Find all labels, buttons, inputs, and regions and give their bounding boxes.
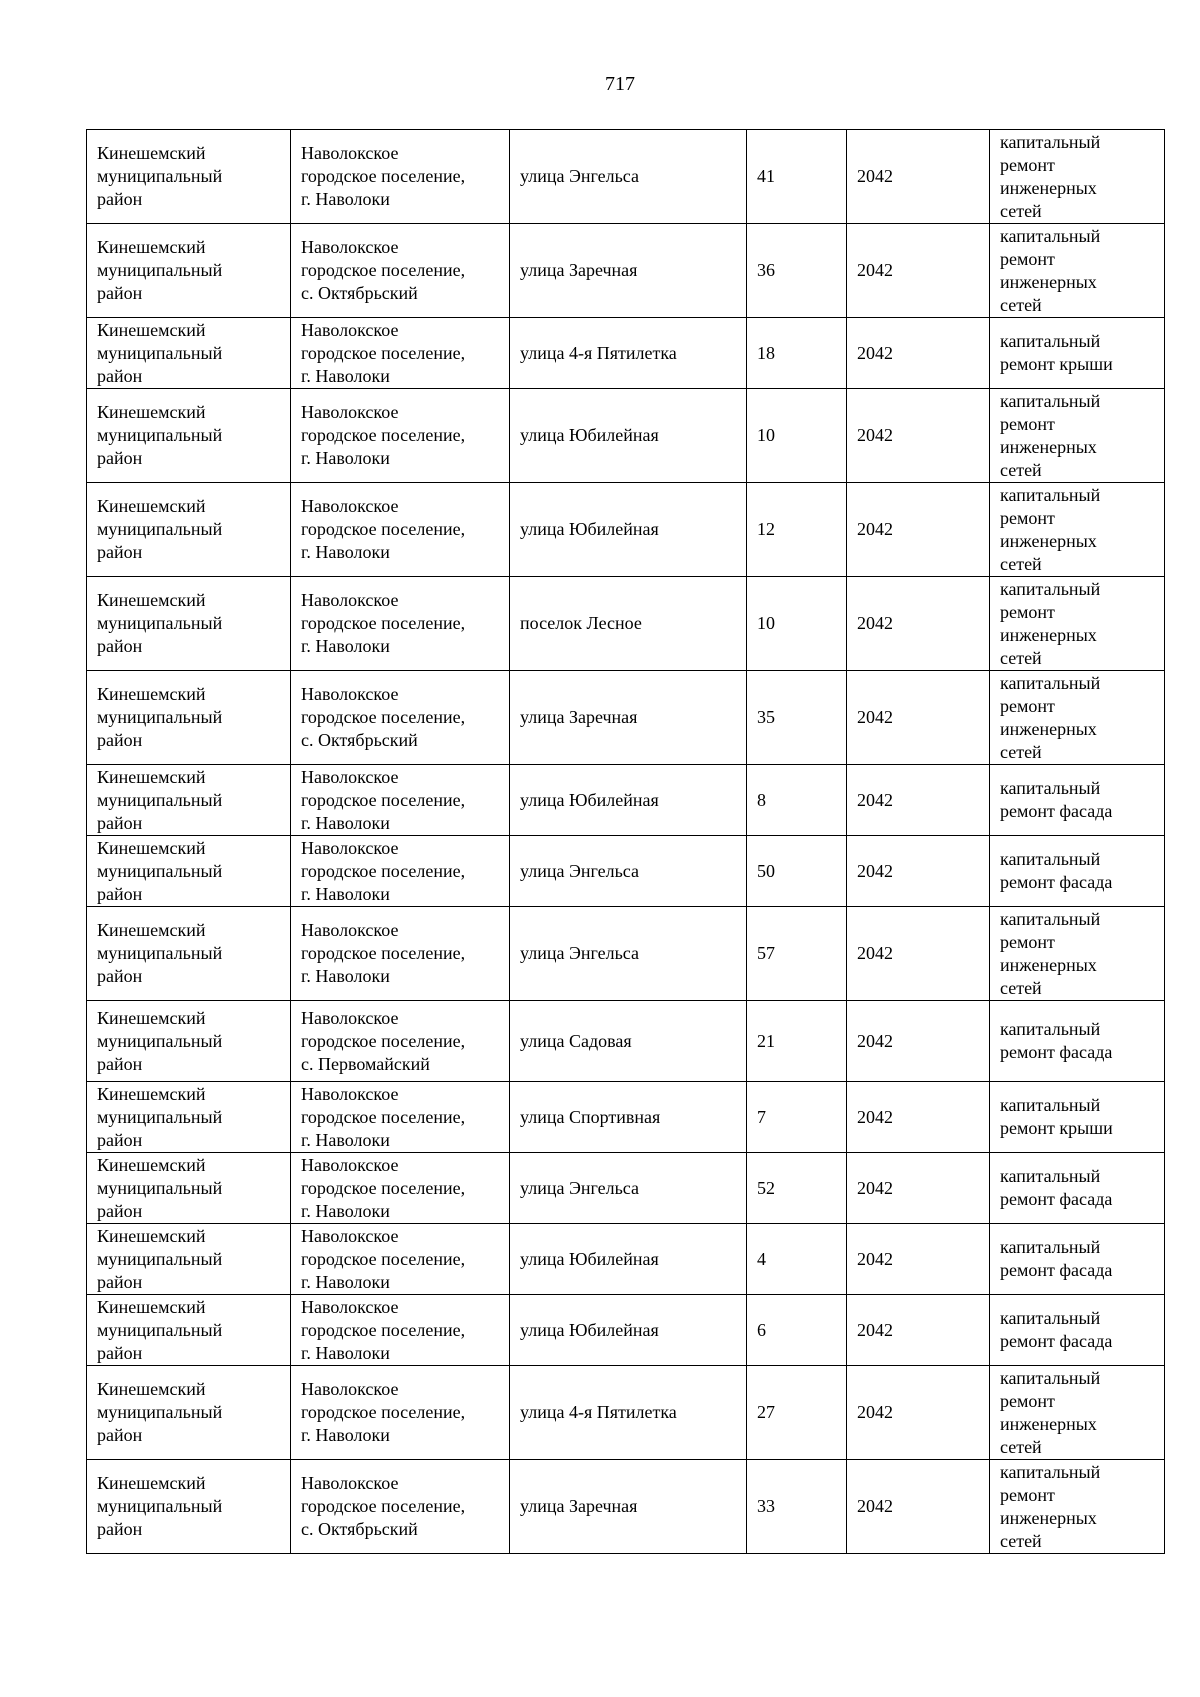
table-row — [87, 1366, 1165, 1460]
work-type-cell-text: капитальный ремонт инженерных сетей — [1000, 908, 1101, 998]
settlement-cell-text: Наволокское городское поселение, с. Октябрьский — [301, 237, 466, 303]
house-number-cell-text: 57 — [757, 943, 775, 963]
year-cell — [847, 1366, 990, 1460]
district-cell — [87, 1366, 291, 1460]
settlement-cell-text: Наволокское городское поселение, г. Наволоки — [301, 766, 466, 833]
settlement-cell — [291, 483, 510, 577]
table-body — [87, 130, 1165, 1554]
year-cell — [847, 671, 990, 765]
house-number-cell — [747, 1153, 847, 1224]
work-type-cell — [990, 1082, 1165, 1153]
house-number-cell — [747, 1366, 847, 1460]
settlement-cell-text: Наволокское городское поселение, г. Наволоки — [301, 837, 466, 904]
district-cell — [87, 1001, 291, 1082]
settlement-cell — [291, 1295, 510, 1366]
district-cell-text: Кинешемский муниципальный район — [97, 1473, 223, 1539]
street-cell-text: улица Энгельса — [520, 1177, 639, 1198]
house-number-cell-text: 41 — [757, 166, 775, 186]
work-type-cell-text: капитальный ремонт инженерных сетей — [1000, 672, 1101, 762]
street-cell — [510, 1295, 747, 1366]
settlement-cell-text: Наволокское городское поселение, г. Наволоки — [301, 1379, 466, 1445]
settlement-cell-text: Наволокское городское поселение, с. Первомайский — [301, 1007, 466, 1074]
year-cell — [847, 483, 990, 577]
house-number-cell-text: 52 — [757, 1177, 775, 1198]
street-cell — [510, 836, 747, 907]
table-row — [87, 1224, 1165, 1295]
page-number: 717 — [605, 73, 635, 95]
work-type-cell — [990, 577, 1165, 671]
house-number-cell-text: 6 — [757, 1319, 766, 1340]
year-cell — [847, 1224, 990, 1295]
street-cell — [510, 577, 747, 671]
district-cell — [87, 1295, 291, 1366]
street-cell-text: улица Заречная — [520, 707, 638, 727]
table-row — [87, 836, 1165, 907]
district-cell-text: Кинешемский муниципальный район — [97, 1007, 223, 1074]
house-number-cell — [747, 1082, 847, 1153]
table-row — [87, 483, 1165, 577]
table-row — [87, 1153, 1165, 1224]
work-type-cell-text: капитальный ремонт инженерных сетей — [1000, 225, 1101, 315]
settlement-cell-text: Наволокское городское поселение, г. Наволоки — [301, 1154, 466, 1221]
district-cell-text: Кинешемский муниципальный район — [97, 1225, 223, 1292]
house-number-cell — [747, 1224, 847, 1295]
street-cell-text: улица Садовая — [520, 1030, 632, 1051]
work-type-cell-text: капитальный ремонт инженерных сетей — [1000, 390, 1101, 480]
house-number-cell — [747, 765, 847, 836]
district-cell-text: Кинешемский муниципальный район — [97, 496, 223, 562]
settlement-cell — [291, 318, 510, 389]
year-cell — [847, 907, 990, 1001]
street-cell-text: улица Заречная — [520, 1496, 638, 1516]
work-type-cell — [990, 483, 1165, 577]
year-cell-text: 2042 — [857, 789, 893, 810]
work-type-cell — [990, 1366, 1165, 1460]
district-cell — [87, 765, 291, 836]
year-cell-text: 2042 — [857, 425, 893, 445]
street-cell-text: улица 4-я Пятилетка — [520, 342, 677, 363]
street-cell-text: поселок Лесное — [520, 613, 642, 633]
district-cell-text: Кинешемский муниципальный район — [97, 1296, 223, 1363]
house-number-cell-text: 18 — [757, 342, 775, 363]
settlement-cell — [291, 836, 510, 907]
year-cell-text: 2042 — [857, 1496, 893, 1516]
work-type-cell-text: капитальный ремонт фасада — [1000, 1308, 1113, 1351]
year-cell — [847, 836, 990, 907]
street-cell-text: улица Юбилейная — [520, 1248, 659, 1269]
settlement-cell — [291, 671, 510, 765]
work-type-cell-text: капитальный ремонт инженерных сетей — [1000, 1461, 1101, 1551]
year-cell — [847, 1001, 990, 1082]
settlement-cell — [291, 1224, 510, 1295]
work-type-cell — [990, 224, 1165, 318]
table-row — [87, 1460, 1165, 1554]
house-number-cell — [747, 1295, 847, 1366]
district-cell-text: Кинешемский муниципальный район — [97, 1083, 223, 1150]
work-type-cell — [990, 130, 1165, 224]
work-type-cell-text: капитальный ремонт крыши — [1000, 331, 1113, 374]
table-row — [87, 577, 1165, 671]
house-number-cell-text: 4 — [757, 1248, 766, 1269]
table-row — [87, 224, 1165, 318]
table-row — [87, 907, 1165, 1001]
settlement-cell-text: Наволокское городское поселение, г. Наволоки — [301, 920, 466, 986]
district-cell-text: Кинешемский муниципальный район — [97, 237, 223, 303]
house-number-cell — [747, 389, 847, 483]
district-cell-text: Кинешемский муниципальный район — [97, 1379, 223, 1445]
house-number-cell-text: 7 — [757, 1106, 766, 1127]
district-cell-text: Кинешемский муниципальный район — [97, 1154, 223, 1221]
district-cell — [87, 1460, 291, 1554]
house-number-cell-text: 27 — [757, 1402, 775, 1422]
house-number-cell-text: 10 — [757, 613, 775, 633]
year-cell-text: 2042 — [857, 613, 893, 633]
work-type-cell-text: капитальный ремонт инженерных сетей — [1000, 131, 1101, 221]
district-cell-text: Кинешемский муниципальный район — [97, 143, 223, 209]
work-type-cell — [990, 765, 1165, 836]
street-cell-text: улица Юбилейная — [520, 1319, 659, 1340]
year-cell — [847, 1460, 990, 1554]
street-cell — [510, 318, 747, 389]
settlement-cell — [291, 1082, 510, 1153]
street-cell — [510, 671, 747, 765]
year-cell — [847, 318, 990, 389]
house-number-cell — [747, 483, 847, 577]
house-number-cell-text: 35 — [757, 707, 775, 727]
street-cell — [510, 483, 747, 577]
settlement-cell — [291, 907, 510, 1001]
street-cell-text: улица Энгельса — [520, 943, 639, 963]
settlement-cell — [291, 765, 510, 836]
district-cell-text: Кинешемский муниципальный район — [97, 319, 223, 386]
settlement-cell-text: Наволокское городское поселение, г. Наволоки — [301, 496, 466, 562]
district-cell-text: Кинешемский муниципальный район — [97, 402, 223, 468]
work-type-cell-text: капитальный ремонт инженерных сетей — [1000, 578, 1101, 668]
house-number-cell-text: 21 — [757, 1030, 775, 1051]
settlement-cell-text: Наволокское городское поселение, г. Наволоки — [301, 1083, 466, 1150]
district-cell — [87, 224, 291, 318]
year-cell-text: 2042 — [857, 1248, 893, 1269]
district-cell — [87, 1082, 291, 1153]
work-type-cell — [990, 1295, 1165, 1366]
year-cell-text: 2042 — [857, 260, 893, 280]
work-type-cell-text: капитальный ремонт фасада — [1000, 778, 1113, 821]
table-row — [87, 1082, 1165, 1153]
work-type-cell-text: капитальный ремонт фасада — [1000, 849, 1113, 892]
work-type-cell — [990, 1224, 1165, 1295]
settlement-cell — [291, 1366, 510, 1460]
work-type-cell-text: капитальный ремонт фасада — [1000, 1019, 1113, 1062]
district-cell — [87, 130, 291, 224]
settlement-cell — [291, 224, 510, 318]
settlement-cell-text: Наволокское городское поселение, с. Октябрьский — [301, 1473, 466, 1539]
settlement-cell-text: Наволокское городское поселение, г. Наволоки — [301, 590, 466, 656]
work-type-cell — [990, 1001, 1165, 1082]
street-cell — [510, 1224, 747, 1295]
work-type-cell-text: капитальный ремонт инженерных сетей — [1000, 484, 1101, 574]
settlement-cell — [291, 577, 510, 671]
street-cell-text: улица Энгельса — [520, 860, 639, 881]
year-cell — [847, 765, 990, 836]
year-cell-text: 2042 — [857, 1402, 893, 1422]
settlement-cell — [291, 1001, 510, 1082]
house-number-cell — [747, 318, 847, 389]
district-cell — [87, 1224, 291, 1295]
street-cell — [510, 389, 747, 483]
year-cell — [847, 1153, 990, 1224]
year-cell-text: 2042 — [857, 1319, 893, 1340]
year-cell-text: 2042 — [857, 519, 893, 539]
settlement-cell-text: Наволокское городское поселение, г. Наволоки — [301, 319, 466, 386]
street-cell — [510, 130, 747, 224]
year-cell — [847, 1082, 990, 1153]
settlement-cell — [291, 389, 510, 483]
house-number-cell-text: 33 — [757, 1496, 775, 1516]
street-cell — [510, 907, 747, 1001]
district-cell-text: Кинешемский муниципальный район — [97, 920, 223, 986]
work-type-cell — [990, 1153, 1165, 1224]
year-cell-text: 2042 — [857, 943, 893, 963]
work-type-cell-text: капитальный ремонт фасада — [1000, 1237, 1113, 1280]
district-cell-text: Кинешемский муниципальный район — [97, 766, 223, 833]
house-number-cell — [747, 907, 847, 1001]
settlement-cell-text: Наволокское городское поселение, г. Наволоки — [301, 143, 466, 209]
street-cell-text: улица Юбилейная — [520, 519, 659, 539]
table-row — [87, 130, 1165, 224]
street-cell-text: улица Юбилейная — [520, 789, 659, 810]
house-number-cell — [747, 224, 847, 318]
house-number-cell — [747, 130, 847, 224]
house-number-cell — [747, 1460, 847, 1554]
district-cell — [87, 483, 291, 577]
year-cell — [847, 389, 990, 483]
house-number-cell-text: 8 — [757, 789, 766, 810]
district-cell — [87, 836, 291, 907]
house-number-cell-text: 50 — [757, 860, 775, 881]
settlement-cell-text: Наволокское городское поселение, г. Наволоки — [301, 402, 466, 468]
district-cell — [87, 389, 291, 483]
work-type-cell — [990, 671, 1165, 765]
district-cell — [87, 1153, 291, 1224]
street-cell — [510, 1153, 747, 1224]
work-type-cell — [990, 318, 1165, 389]
street-cell — [510, 1001, 747, 1082]
work-type-cell-text: капитальный ремонт фасада — [1000, 1166, 1113, 1209]
house-number-cell-text: 12 — [757, 519, 775, 539]
table-row — [87, 765, 1165, 836]
year-cell — [847, 130, 990, 224]
house-number-cell-text: 10 — [757, 425, 775, 445]
house-number-cell — [747, 836, 847, 907]
street-cell — [510, 224, 747, 318]
work-type-cell — [990, 907, 1165, 1001]
year-cell-text: 2042 — [857, 1177, 893, 1198]
street-cell-text: улица 4-я Пятилетка — [520, 1402, 677, 1422]
table-row — [87, 318, 1165, 389]
settlement-cell — [291, 1153, 510, 1224]
year-cell-text: 2042 — [857, 1106, 893, 1127]
street-cell-text: улица Спортивная — [520, 1106, 661, 1127]
housing-repair-table — [86, 129, 1165, 1554]
year-cell — [847, 224, 990, 318]
district-cell — [87, 907, 291, 1001]
district-cell — [87, 577, 291, 671]
table-row — [87, 1001, 1165, 1082]
year-cell — [847, 577, 990, 671]
house-number-cell-text: 36 — [757, 260, 775, 280]
settlement-cell-text: Наволокское городское поселение, г. Наволоки — [301, 1225, 466, 1292]
street-cell-text: улица Энгельса — [520, 166, 639, 186]
district-cell — [87, 671, 291, 765]
district-cell-text: Кинешемский муниципальный район — [97, 684, 223, 750]
settlement-cell-text: Наволокское городское поселение, с. Октябрьский — [301, 684, 466, 750]
house-number-cell — [747, 671, 847, 765]
year-cell-text: 2042 — [857, 166, 893, 186]
street-cell — [510, 1082, 747, 1153]
work-type-cell — [990, 836, 1165, 907]
table-row — [87, 1295, 1165, 1366]
district-cell-text: Кинешемский муниципальный район — [97, 590, 223, 656]
year-cell — [847, 1295, 990, 1366]
house-number-cell — [747, 1001, 847, 1082]
street-cell-text: улица Заречная — [520, 260, 638, 280]
work-type-cell — [990, 1460, 1165, 1554]
settlement-cell-text: Наволокское городское поселение, г. Наволоки — [301, 1296, 466, 1363]
table-row — [87, 671, 1165, 765]
district-cell — [87, 318, 291, 389]
year-cell-text: 2042 — [857, 860, 893, 881]
year-cell-text: 2042 — [857, 707, 893, 727]
street-cell — [510, 1366, 747, 1460]
year-cell-text: 2042 — [857, 1030, 893, 1051]
settlement-cell — [291, 1460, 510, 1554]
work-type-cell-text: капитальный ремонт крыши — [1000, 1095, 1113, 1138]
district-cell-text: Кинешемский муниципальный район — [97, 837, 223, 904]
year-cell-text: 2042 — [857, 342, 893, 363]
house-number-cell — [747, 577, 847, 671]
work-type-cell-text: капитальный ремонт инженерных сетей — [1000, 1367, 1101, 1457]
street-cell — [510, 765, 747, 836]
work-type-cell — [990, 389, 1165, 483]
table-row — [87, 389, 1165, 483]
settlement-cell — [291, 130, 510, 224]
street-cell-text: улица Юбилейная — [520, 425, 659, 445]
street-cell — [510, 1460, 747, 1554]
